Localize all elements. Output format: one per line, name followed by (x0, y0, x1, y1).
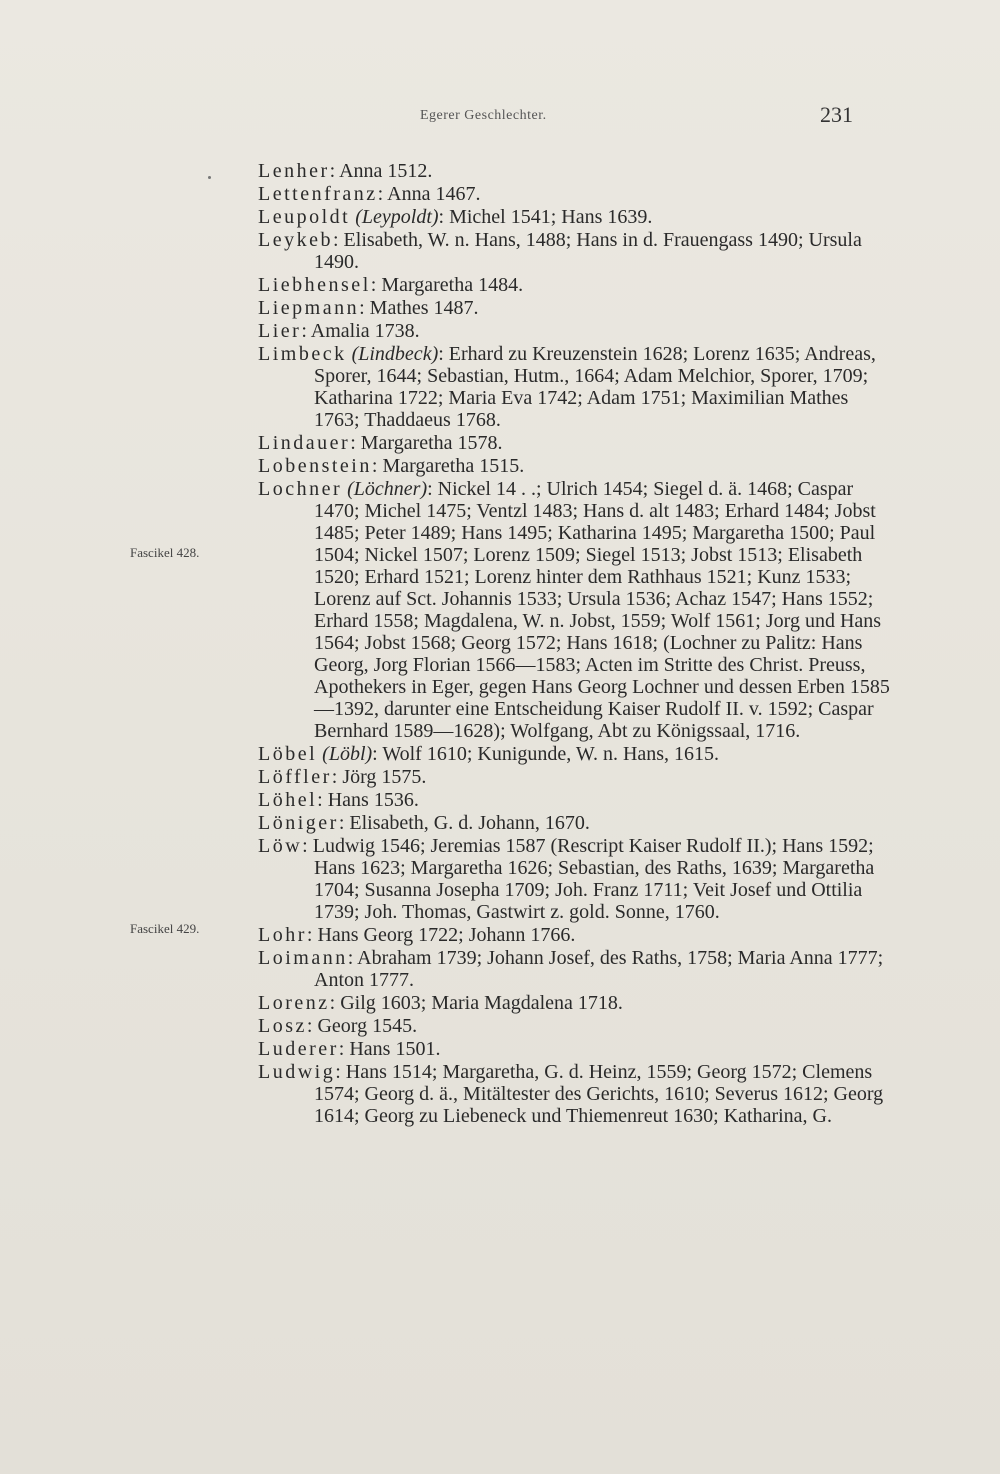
stray-mark (208, 176, 211, 179)
entry-separator: : (359, 297, 365, 319)
entry (258, 274, 898, 296)
entry-text: : Erhard zu Kreuzenstein 1628; Lorenz 1635; Andreas, Sporer, 1644; Sebastian, Hutm., 1664; Adam Melchior, Sporer, 1709; Katharina 1722; Maria Eva 1742; Adam 1751; Maximilian Mathes 1763; Thaddaeus 1768. (314, 343, 876, 431)
entry-name: Lochner (258, 478, 343, 500)
entry (258, 924, 898, 946)
entry-text: Elisabeth, G. d. Johann, 1670. (344, 812, 590, 834)
entry-separator: : (347, 947, 354, 969)
entry (258, 160, 898, 182)
entry-name: Loimann (258, 947, 348, 969)
entry-name: Löniger (258, 812, 339, 834)
entry-name: Lohr (258, 924, 307, 946)
entry-text: Amalia 1738. (306, 320, 420, 342)
entry-text: Abraham 1739; Johann Josef, des Raths, 1758; Maria Anna 1777; Anton 1777. (314, 947, 884, 991)
entry-text: Hans 1536. (322, 789, 419, 811)
entry-name: Losz (258, 1015, 307, 1037)
entry (258, 432, 898, 454)
entry-separator: : (371, 455, 378, 477)
entry-variant: (Lindbeck) (351, 343, 439, 365)
entry-text: Gilg 1603; Maria Magdalena 1718. (335, 992, 623, 1014)
entry-text: Hans 1514; Margaretha, G. d. Heinz, 1559; Georg 1572; Clemens 1574; Georg d. ä., Mitältester des Gerichts, 1610; Severus 1612; Georg 1614; Georg zu Liebeneck und Thiemenreut 1630; Katharina, G. (314, 1061, 884, 1127)
entry-name: Leykeb (258, 229, 333, 251)
entry-separator: : (306, 1015, 313, 1037)
margin-note-fascikel-428: Fascikel 428. (130, 545, 200, 560)
entry-name: Leupoldt (258, 206, 351, 228)
entry-separator: : (338, 1038, 345, 1060)
entry-name: Liebhensel (258, 274, 371, 296)
entry-variant: (Leypoldt) (355, 206, 439, 228)
entry-separator: : (301, 320, 307, 342)
entry-name: Löffler (258, 766, 332, 788)
entry-name: Löbel (258, 743, 318, 765)
entry (258, 766, 898, 788)
entry-text: Georg 1545. (312, 1015, 418, 1037)
entry-separator: : (317, 789, 323, 811)
entry-separator: : (350, 432, 356, 454)
entry-text: Anna 1467. (383, 183, 481, 205)
entry-text: Mathes 1487. (364, 297, 479, 319)
entry-text: Hans Georg 1722; Johann 1766. (312, 924, 576, 946)
entry (258, 743, 898, 765)
entry (258, 1038, 898, 1060)
entry-name: Liepmann (258, 297, 360, 319)
entry-text: Ludwig 1546; Jeremias 1587 (Rescript Kaiser Rudolf II.); Hans 1592; Hans 1623; Margaretha 1626; Sebastian, des Raths, 1639; Margaretha 1704; Susanna Josepha 1709; Joh. Franz 1711; Veit Josef und Ottilia 1739; Joh. Thomas, Gastwirt z. gold. Sonne, 1760. (307, 835, 875, 923)
entry-text: Margaretha 1484. (376, 274, 524, 296)
page-header (0, 102, 1000, 132)
entry-text: : Michel 1541; Hans 1639. (438, 206, 653, 228)
entry-separator: : (335, 1061, 341, 1083)
entry-name: Lobenstein (258, 455, 372, 477)
entry-name: Löhel (258, 789, 318, 811)
entry (258, 455, 898, 477)
entry-name: Limbeck (258, 343, 347, 365)
entry (258, 343, 898, 431)
entry-separator: : (302, 835, 308, 857)
entry-text: Margaretha 1578. (355, 432, 503, 454)
entry (258, 992, 898, 1014)
entry (258, 320, 898, 342)
margin-note-fascikel-429: Fascikel 429. (130, 921, 200, 936)
entry-name: Lier (258, 320, 302, 342)
entry (258, 789, 898, 811)
entry (258, 1061, 898, 1127)
entry-name: Lindauer (258, 432, 351, 454)
entry-separator: : (332, 229, 339, 251)
entry-text: : Wolf 1610; Kunigunde, W. n. Hans, 1615. (372, 743, 720, 765)
entry-separator: : (329, 160, 336, 182)
entry (258, 206, 898, 228)
entry-separator: : (306, 924, 313, 946)
entry-text: Margaretha 1515. (377, 455, 525, 477)
entry-name: Lenher (258, 160, 330, 182)
entry (258, 812, 898, 834)
running-title: Egerer Geschlechter. (420, 108, 547, 123)
entry-text: Jörg 1575. (337, 766, 427, 788)
entry-text: Hans 1501. (344, 1038, 441, 1060)
entry (258, 835, 898, 923)
entry-text: Anna 1512. (335, 160, 433, 182)
entry-name: Löw (258, 835, 303, 857)
entry (258, 1015, 898, 1037)
entry-separator: : (331, 766, 338, 788)
entry-separator: : (377, 183, 384, 205)
entry-text: : Nickel 14 . .; Ulrich 1454; Siegel d. ä. 1468; Caspar 1470; Michel 1475; Ventzl 1483; Hans d. alt 1483; Erhard 1484; Jobst 1485; Peter 1489; Hans 1495; Katharina 1495; Margaretha 1500; Paul 1504; Nickel 1507; Lorenz 1509; Siegel 1513; Jobst 1513; Elisabeth 1520; Erhard 1521; Lorenz hinter dem Rathhaus 1521; Kunz 1533; Lorenz auf Sct. Johannis 1533; Ursula 1536; Achaz 1547; Hans 1552; Erhard 1558; Magdalena, W. n. Jobst, 1559; Wolf 1561; Jorg und Hans 1564; Jobst 1568; Georg 1572; Hans 1618; (Lochner zu Palitz: Hans Georg, Jorg Florian 1566—1583; Acten im Stritte des Christ. Preuss, Apothekers in Eger, gegen Hans Georg Lochner und dessen Erben 1585—1392, darunter eine Entscheidung Kaiser Rudolf II. v. 1592; Caspar Bernhard 1589—1628); Wolfgang, Abt zu Königssaal, 1716. (314, 478, 890, 742)
entry-separator: : (338, 812, 345, 834)
entry (258, 297, 898, 319)
entry-name: Lettenfranz (258, 183, 378, 205)
entry-separator: : (370, 274, 377, 296)
entry (258, 478, 898, 742)
entry-variant: (Löbl) (322, 743, 373, 765)
entry-name: Ludwig (258, 1061, 336, 1083)
entry (258, 183, 898, 205)
entry-name: Luderer (258, 1038, 339, 1060)
entry-text: Elisabeth, W. n. Hans, 1488; Hans in d. Frauengass 1490; Ursula 1490. (314, 229, 862, 273)
entry (258, 229, 898, 273)
entry-separator: : (329, 992, 336, 1014)
entry-list (258, 160, 898, 1128)
entry-name: Lorenz (258, 992, 330, 1014)
page-number: 231 (820, 102, 853, 127)
entry (258, 947, 898, 991)
entry-variant: (Löchner) (347, 478, 428, 500)
